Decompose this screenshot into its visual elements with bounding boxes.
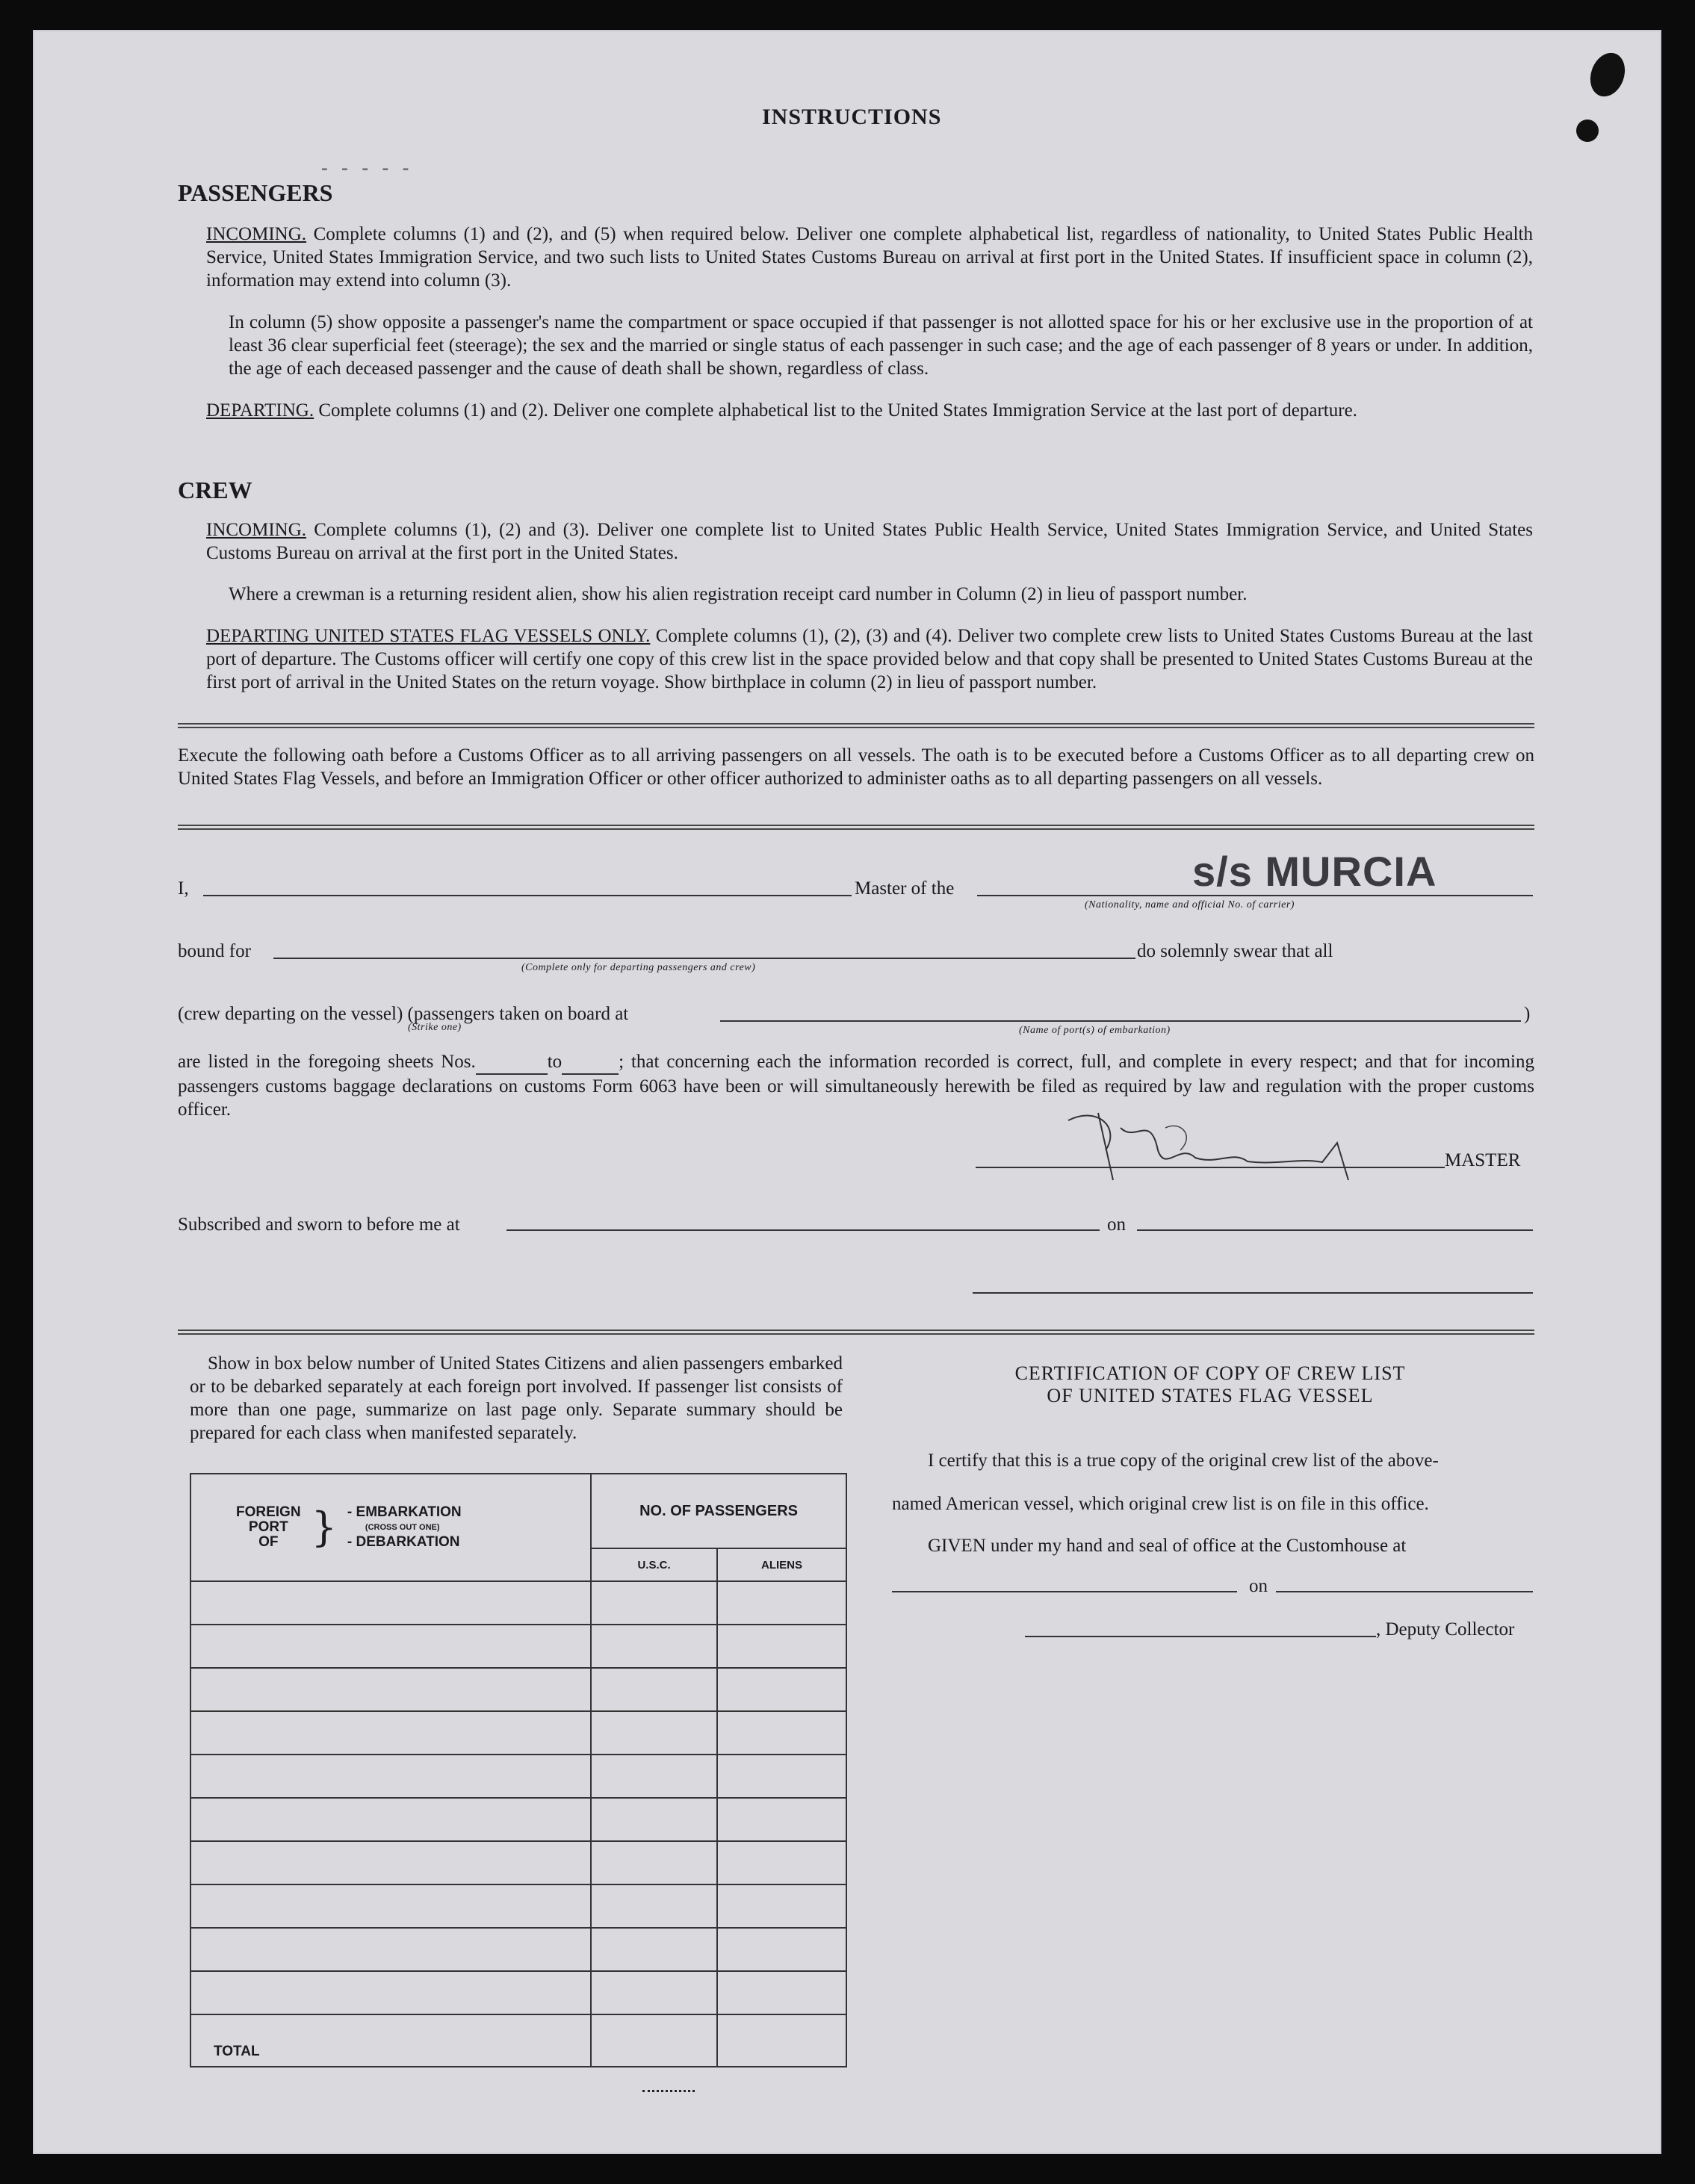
port-label: PORT <box>248 1519 288 1535</box>
close-paren: ) <box>1524 1004 1531 1024</box>
aliens-cell[interactable] <box>717 1625 846 1668</box>
crew-incoming-paragraph <box>206 518 1533 565</box>
table-row <box>190 1971 846 2014</box>
usc-cell[interactable] <box>591 1668 717 1711</box>
port-cell[interactable] <box>190 1884 591 1928</box>
master-label: MASTER <box>1445 1150 1521 1170</box>
stray-mark <box>642 2090 695 2092</box>
crew-incoming-text: Complete columns (1), (2) and (3). Deliver one complete list to United States Public Health Service, United States Immigration Service, and United States Customs Bureau on arrival at the first port in the United States. <box>206 520 1534 563</box>
bound-for-label: bound for <box>178 941 251 961</box>
on-label: on <box>1107 1214 1126 1235</box>
usc-header: U.S.C. <box>591 1548 717 1581</box>
double-rule <box>178 723 1534 728</box>
embarkation-port-line[interactable] <box>720 1020 1521 1022</box>
certification-heading-line2: OF UNITED STATES FLAG VESSEL <box>1047 1385 1374 1406</box>
aliens-cell[interactable] <box>717 1581 846 1625</box>
foreign-port-header <box>190 1474 591 1581</box>
table-row <box>190 1798 846 1841</box>
customhouse-line[interactable] <box>892 1591 1237 1592</box>
sheet-to-line[interactable] <box>562 1050 619 1075</box>
double-rule <box>178 825 1534 830</box>
foreign-port-of <box>236 1505 301 1550</box>
master-signature-line[interactable] <box>976 1167 1445 1168</box>
table-row <box>190 1711 846 1755</box>
page-title: INSTRUCTIONS <box>762 105 942 129</box>
deputy-collector-line[interactable] <box>1025 1636 1376 1637</box>
aliens-cell[interactable] <box>717 1755 846 1798</box>
certification-date-line[interactable] <box>1276 1591 1533 1592</box>
nationality-caption: (Nationality, name and official No. of carrier) <box>1085 899 1295 910</box>
port-cell[interactable] <box>190 1668 591 1711</box>
passenger-summary-table <box>190 1473 847 2067</box>
sheet-from-line[interactable] <box>476 1050 548 1075</box>
resident-alien-paragraph: Where a crewman is a returning resident alien, show his alien registration receipt card number in Column (2) in lieu of passport number. <box>229 584 1248 604</box>
subscribed-label: Subscribed and sworn to before me at <box>178 1214 460 1235</box>
embarkation-label: - EMBARKATION <box>347 1504 462 1520</box>
incoming-label: INCOMING. <box>206 224 307 244</box>
aliens-cell[interactable] <box>717 1668 846 1711</box>
sworn-place-line[interactable] <box>506 1229 1100 1231</box>
listed-to: to <box>547 1052 563 1072</box>
table-row <box>190 1755 846 1798</box>
departing-caption: (Complete only for departing passengers and crew) <box>521 962 756 973</box>
aliens-cell[interactable] <box>717 1884 846 1928</box>
port-cell[interactable] <box>190 1928 591 1971</box>
foreign-label: FOREIGN <box>236 1504 301 1520</box>
crew-departing-text: (crew departing on the vessel) (passengers taken on board at <box>178 1004 629 1024</box>
listed-b: ; that concerning each the information recorded is correct, full, and complete in every respect; and that for incoming passengers customs baggage declarations on customs Form 6063 have been or will simultaneously herewith be filed as required by law and regulation with the proper customs officer. <box>178 1052 1534 1120</box>
i-label: I, <box>178 878 189 899</box>
usc-cell[interactable] <box>591 1798 717 1841</box>
usc-total-cell[interactable] <box>591 2014 717 2067</box>
master-signature <box>1053 1098 1427 1188</box>
usc-cell[interactable] <box>591 1625 717 1668</box>
aliens-total-cell[interactable] <box>717 2014 846 2067</box>
port-cell[interactable] <box>190 1971 591 2014</box>
crew-incoming-label: INCOMING. <box>206 520 307 540</box>
dash-marks: - - - - - <box>321 157 414 179</box>
table-row <box>190 1668 846 1711</box>
usc-cell[interactable] <box>591 1711 717 1755</box>
passengers-heading: PASSENGERS <box>178 179 333 206</box>
table-row <box>190 1625 846 1668</box>
master-of-the-label: Master of the <box>855 878 955 899</box>
departing-text: Complete columns (1) and (2). Deliver one complete alphabetical list to the United States Immigration Service at the last port of departure. <box>318 400 1357 421</box>
port-cell[interactable] <box>190 1581 591 1625</box>
usc-cell[interactable] <box>591 1841 717 1884</box>
port-cell[interactable] <box>190 1625 591 1668</box>
table-row <box>190 1581 846 1625</box>
ink-blot <box>1576 120 1599 142</box>
crew-departing-label: DEPARTING UNITED STATES FLAG VESSELS ONLY. <box>206 626 651 646</box>
passengers-departing-paragraph <box>206 399 1533 422</box>
usc-cell[interactable] <box>591 1755 717 1798</box>
usc-cell[interactable] <box>591 1884 717 1928</box>
departing-label: DEPARTING. <box>206 400 314 421</box>
usc-cell[interactable] <box>591 1971 717 2014</box>
total-row <box>190 2014 846 2067</box>
officer-signature-line[interactable] <box>973 1292 1533 1294</box>
double-rule <box>178 1330 1534 1335</box>
usc-cell[interactable] <box>591 1928 717 1971</box>
destination-line[interactable] <box>273 958 1135 959</box>
crew-departing-paragraph <box>206 624 1533 694</box>
of-label: OF <box>258 1534 279 1550</box>
listed-a: are listed in the foregoing sheets Nos. <box>178 1052 476 1072</box>
usc-cell[interactable] <box>591 1581 717 1625</box>
port-cell[interactable] <box>190 1841 591 1884</box>
aliens-cell[interactable] <box>717 1928 846 1971</box>
no-of-passengers-header: NO. OF PASSENGERS <box>591 1474 846 1548</box>
column5-paragraph: In column (5) show opposite a passenger's name the compartment or space occupied if that passenger is not allotted space for his or her exclusive use in the proportion of at least 36 clear superficial feet (steerage); the sex and the married or single status of each passenger in such case; and the age of each passenger of 8 years or under. In addition, the age of each deceased passenger and the cause of death shall be shown, regardless of class. <box>229 312 1533 379</box>
certification-text-2: named American vessel, which original crew list is on file in this office. <box>892 1494 1429 1514</box>
table-row <box>190 1884 846 1928</box>
debarkation-label: - DEBARKATION <box>347 1534 460 1550</box>
deputy-collector-label: , Deputy Collector <box>1376 1619 1515 1639</box>
certification-text-1: I certify that this is a true copy of the original crew list of the above- <box>928 1451 1439 1471</box>
aliens-cell[interactable] <box>717 1971 846 2014</box>
summary-instructions: Show in box below number of United States Citizens and alien passengers embarked or to be debarked separately at each foreign port involved. If passenger list consists of more than one page, summarize on last page only. Separate summary should be prepared for each class when manifested separately. <box>190 1353 843 1443</box>
aliens-cell[interactable] <box>717 1798 846 1841</box>
aliens-cell[interactable] <box>717 1841 846 1884</box>
crew-departing-text: Complete columns (1), (2), (3) and (4). Deliver two complete crew lists to United States Customs Bureau at the last port of departure. The Customs officer will certify one copy of this crew list in the space provided below and that copy shall be presented to United States Customs Bureau at the first port of arrival in the United States on the return voyage. Show birthplace in column (2) in lieu of passport number. <box>206 626 1533 692</box>
brace-glyph: } <box>311 1504 337 1551</box>
cross-out-label: (CROSS OUT ONE) <box>365 1523 440 1532</box>
passengers-incoming-paragraph <box>206 223 1533 292</box>
certification-on-label: on <box>1249 1576 1268 1596</box>
port-caption: (Name of port(s) of embarkation) <box>1019 1025 1171 1036</box>
total-label: TOTAL <box>190 2014 591 2067</box>
master-name-line[interactable] <box>203 895 852 896</box>
port-cell[interactable] <box>190 1755 591 1798</box>
aliens-cell[interactable] <box>717 1711 846 1755</box>
certification-heading-line1: CERTIFICATION OF COPY OF CREW LIST <box>1014 1362 1406 1384</box>
aliens-header: ALIENS <box>717 1548 846 1581</box>
incoming-text: Complete columns (1) and (2), and (5) when required below. Deliver one complete alphabetical list, regardless of nationality, to United States Public Health Service, United States Immigration Service, and two such lists to United States Customs Bureau on arrival at first port in the United States. If insufficient space in column (2), information may extend into column (3). <box>206 224 1534 291</box>
port-cell[interactable] <box>190 1711 591 1755</box>
table-row <box>190 1928 846 1971</box>
oath-intro: Execute the following oath before a Customs Officer as to all arriving passengers on all vessels. The oath is to be executed before a Customs Officer as to all departing crew on United States Flag Vessels, and before an Immigration Officer or other officer authorized to administer oaths as to all departing passengers on all vessels. <box>178 745 1534 789</box>
swear-text: do solemnly swear that all <box>1137 941 1333 961</box>
certification-text-3: GIVEN under my hand and seal of office at the Customhouse at <box>928 1536 1407 1556</box>
port-cell[interactable] <box>190 1798 591 1841</box>
sworn-date-line[interactable] <box>1137 1229 1533 1231</box>
vessel-stamp: s/s MURCIA <box>1192 848 1437 895</box>
table-row <box>190 1841 846 1884</box>
strike-one-caption: (Strike one) <box>408 1022 462 1033</box>
crew-heading: CREW <box>178 477 252 503</box>
certification-heading <box>889 1362 1531 1407</box>
